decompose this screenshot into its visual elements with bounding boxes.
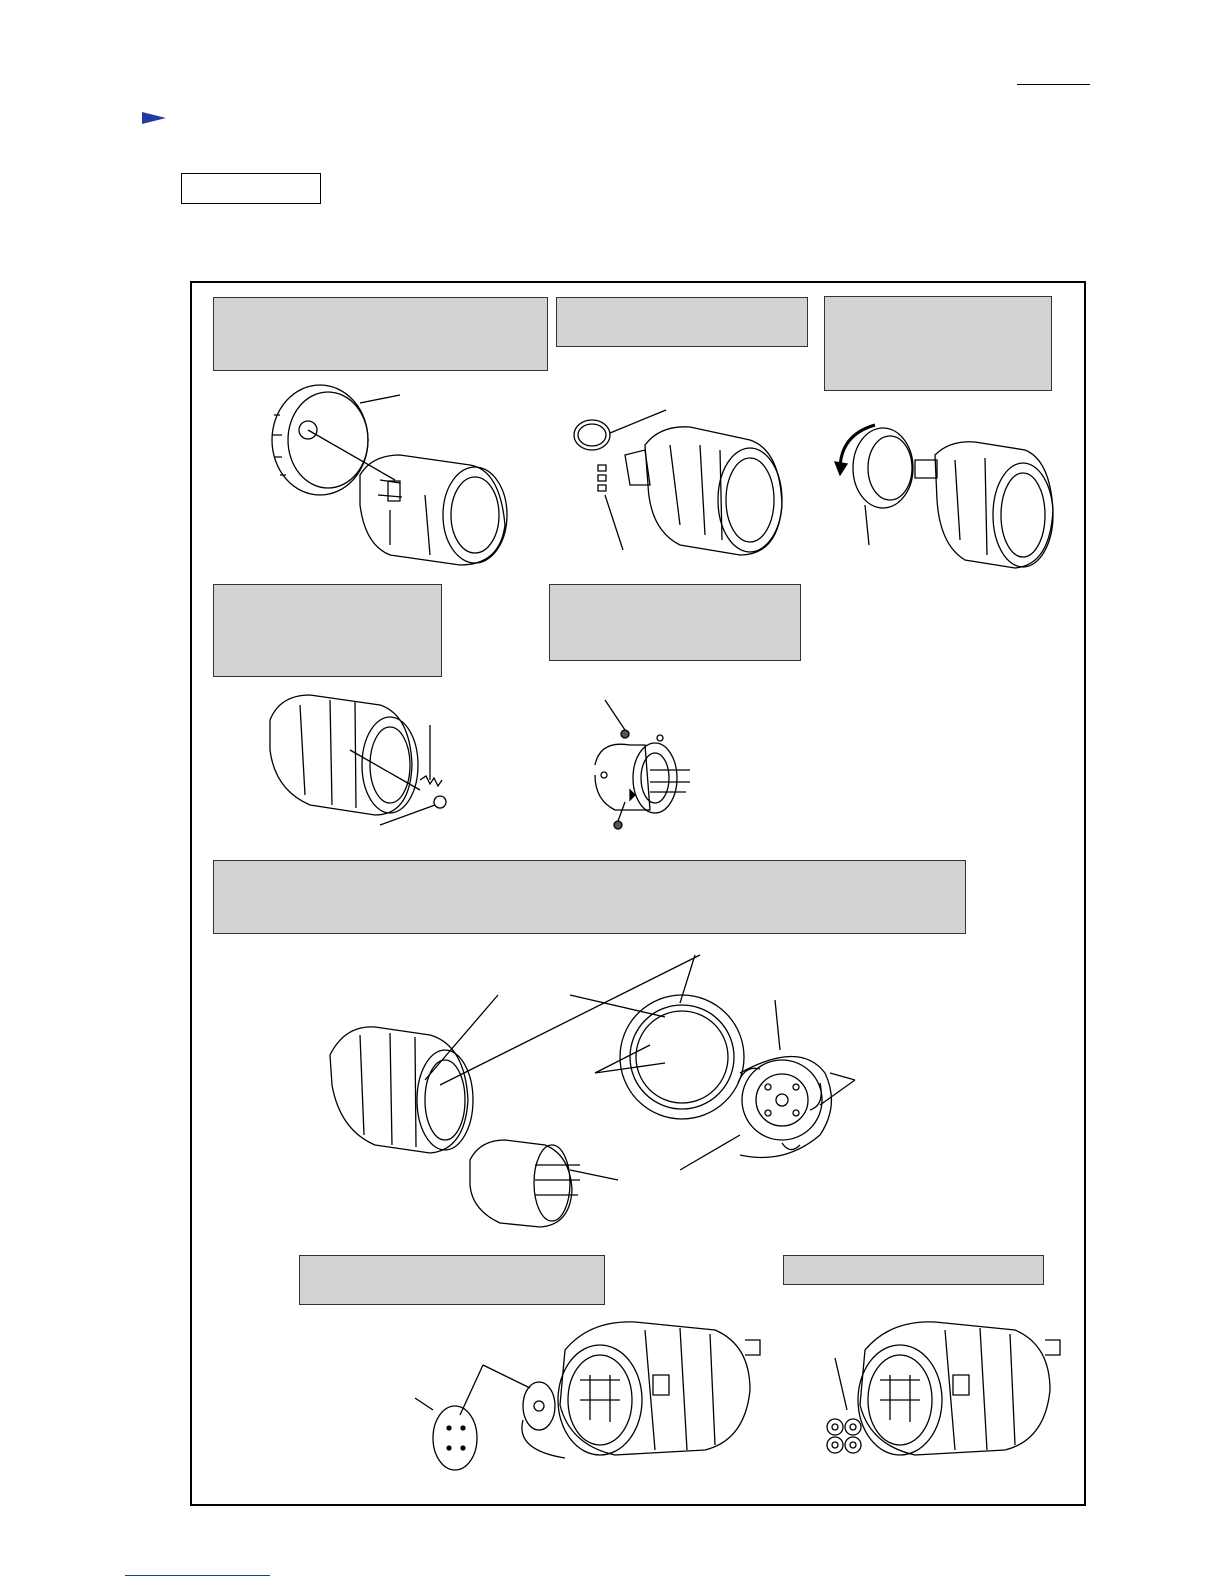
step-5-drawing <box>590 700 720 840</box>
step-5-caption-box <box>549 584 801 661</box>
step-6-caption-box <box>213 860 966 934</box>
step-2-caption-box <box>556 297 808 347</box>
step-4-caption-box <box>213 584 442 677</box>
step-1-drawing <box>260 385 540 575</box>
section-label-box <box>181 173 321 204</box>
step-3-caption-box <box>824 296 1052 391</box>
step-6-drawing <box>320 955 880 1235</box>
step-8-caption-box <box>783 1255 1044 1285</box>
step-7-caption-box <box>299 1255 605 1305</box>
step-3-drawing <box>835 420 1065 595</box>
section-arrow-icon <box>142 112 166 124</box>
step-4-drawing <box>260 690 480 840</box>
step-1-caption-box <box>213 297 548 371</box>
step-8-drawing <box>815 1310 1060 1480</box>
header-rule <box>1017 84 1090 85</box>
footer-link-underline[interactable] <box>125 1575 270 1576</box>
step-7-drawing <box>415 1310 760 1480</box>
step-2-drawing <box>570 405 800 580</box>
